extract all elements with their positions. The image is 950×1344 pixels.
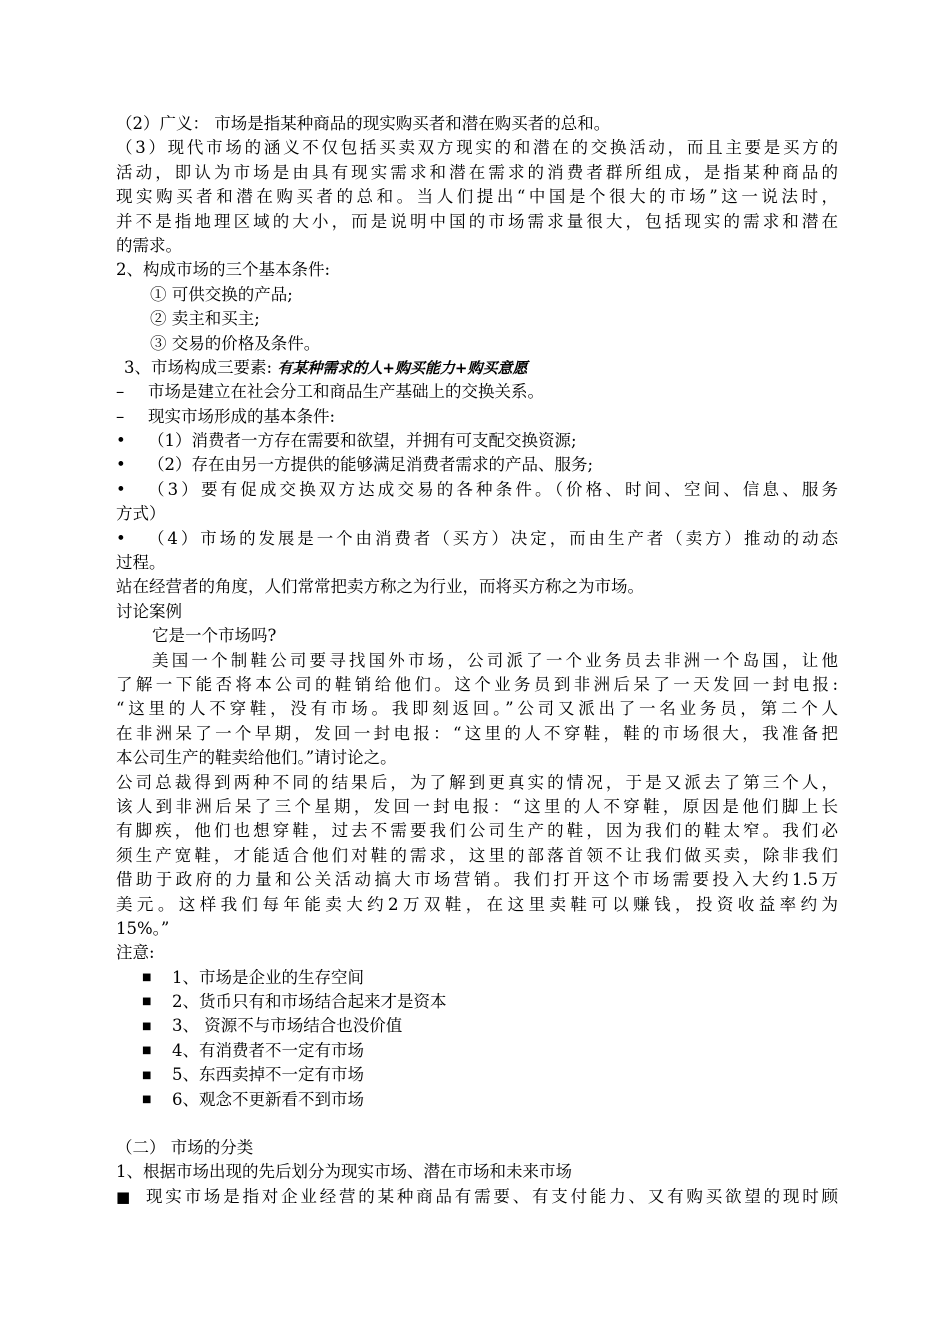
bullet-item-text: （1）消费者一方存在需要和欲望，并拥有可支配交换资源; xyxy=(148,431,577,451)
condition-item: ① 可供交换的产品; xyxy=(150,284,293,304)
section-heading: （二） 市场的分类 xyxy=(116,1138,254,1158)
square-bullet-icon: ■ xyxy=(142,1093,152,1105)
text-line: 须生产宽鞋，才能适合他们对鞋的需求，这里的部落首领不让我们做买卖，除非我们 xyxy=(116,845,838,865)
text-line: 活动，即认为市场是由具有现实需求和潜在需求的消费者群所组成，是指某种商品的 xyxy=(116,162,838,182)
square-bullet-icon: ■ xyxy=(142,1069,152,1081)
condition-item: ② 卖主和买主; xyxy=(150,309,260,329)
text-line: 本公司生产的鞋卖给他们。”请讨论之。 xyxy=(116,748,397,768)
bullet-item xyxy=(116,478,838,502)
text-line: 该人到非洲后呆了三个星期，发回一封电报：“这里的人不穿鞋，原因是他们脚上长 xyxy=(116,796,838,816)
square-bullet-icon: ■ xyxy=(142,996,152,1008)
square-bullet-icon: ■ xyxy=(142,1045,152,1057)
note-item-text: 4、有消费者不一定有市场 xyxy=(172,1040,364,1060)
spacer xyxy=(116,1112,838,1136)
note-item xyxy=(116,966,838,990)
text-line: 的需求。 xyxy=(116,235,182,255)
document-page xyxy=(116,112,838,1209)
elements-emphasis: 有某种需求的人+购买能力+购买意愿 xyxy=(277,358,528,377)
note-item-text: 5、东西卖掉不一定有市场 xyxy=(172,1065,364,1085)
dash-item-text: 市场是建立在社会分工和商品生产基础上的交换关系。 xyxy=(148,382,544,402)
dash-item xyxy=(116,405,838,429)
text-line: 站在经营者的角度，人们常常把卖方称之为行业，而将买方称之为市场。 xyxy=(116,577,644,597)
text-line: 美元。这样我们每年能卖大约2万双鞋，在这里卖鞋可以赚钱，投资收益率约为 xyxy=(116,894,838,914)
bullet-item xyxy=(116,527,838,551)
dash-item xyxy=(116,380,838,404)
bullet-marker: • xyxy=(116,455,126,475)
text-line: 15%。” xyxy=(116,918,170,938)
note-item xyxy=(116,990,838,1014)
text-line: 在非洲呆了一个早期，发回一封电报：“这里的人不穿鞋，鞋的市场很大，我准备把 xyxy=(116,723,838,743)
condition-item: ③ 交易的价格及条件。 xyxy=(150,333,321,353)
section-heading: 2、构成市场的三个基本条件: xyxy=(116,260,331,280)
note-item-text: 1、市场是企业的生存空间 xyxy=(172,967,364,987)
square-bullet-icon: ■ xyxy=(116,1187,131,1206)
dash-marker: – xyxy=(116,406,125,426)
square-bullet-icon: ■ xyxy=(142,971,152,983)
text-line: 现实购买者和潜在购买者的总和。当人们提出“中国是个很大的市场”这一说法时， xyxy=(116,187,838,207)
square-bullet-icon: ■ xyxy=(142,1020,152,1032)
note-item xyxy=(116,1014,838,1038)
note-item xyxy=(116,1063,838,1087)
text-line: 美国一个制鞋公司要寻找国外市场，公司派了一个业务员去非洲一个岛国，让他 xyxy=(152,650,838,670)
text-line: 并不是指地理区域的大小，而是说明中国的市场需求量很大，包括现实的需求和潜在 xyxy=(116,211,838,231)
text-line: “这里的人不穿鞋，没有市场。我即刻返回。”公司又派出了一名业务员，第二个人 xyxy=(116,699,838,719)
note-item-text: 2、货币只有和市场结合起来才是资本 xyxy=(172,992,447,1012)
bullet-item-text: （4）市场的发展是一个由消费者（买方）决定，而由生产者（卖方）推动的动态 xyxy=(148,528,838,548)
case-title: 它是一个市场吗? xyxy=(152,626,277,646)
dash-marker: – xyxy=(116,382,125,402)
square-item-text: 现实市场是指对企业经营的某种商品有需要、有支付能力、又有购买欲望的现时顾 xyxy=(146,1186,838,1206)
square-item xyxy=(116,1185,838,1209)
text-line: 公司总裁得到两种不同的结果后，为了解到更真实的情况，于是又派去了第三个人， xyxy=(116,772,838,792)
note-item xyxy=(116,1088,838,1112)
note-heading: 注意: xyxy=(116,943,155,963)
note-item-text: 6、观念不更新看不到市场 xyxy=(172,1089,364,1109)
text-line: （3）现代市场的涵义不仅包括买卖双方现实的和潜在的交换活动，而且主要是买方的 xyxy=(116,138,838,158)
bullet-marker: • xyxy=(116,528,126,548)
case-heading: 讨论案例 xyxy=(116,601,182,621)
note-item-text: 3、 资源不与市场结合也没价值 xyxy=(172,1016,403,1036)
text-line: 有脚疾，他们也想穿鞋，过去不需要我们公司生产的鞋，因为我们的鞋太窄。我们必 xyxy=(116,821,838,841)
elements-label: 3、市场构成三要素: xyxy=(124,357,278,377)
text-line: 1、根据市场出现的先后划分为现实市场、潜在市场和未来市场 xyxy=(116,1162,572,1182)
text-line: 方式） xyxy=(116,504,166,524)
bullet-item-text: （2）存在由另一方提供的能够满足消费者需求的产品、服务; xyxy=(148,455,594,475)
bullet-item-text: （3）要有促成交换双方达成交易的各种条件。（价格、时间、空间、信息、服务 xyxy=(148,479,838,499)
text-line: （2）广义： 市场是指某种商品的现实购买者和潜在购买者的总和。 xyxy=(116,114,611,133)
bullet-marker: • xyxy=(116,431,126,451)
text-line: 了解一下能否将本公司的鞋销给他们。这个业务员到非洲后呆了一天发回一封电报: xyxy=(116,674,838,694)
elements-line xyxy=(116,356,838,380)
text-line: 借助于政府的力量和公关活动搞大市场营销。我们打开这个市场需要投入大约1.5万 xyxy=(116,870,838,890)
note-item xyxy=(116,1039,838,1063)
bullet-item xyxy=(116,429,838,453)
dash-item-text: 现实市场形成的基本条件: xyxy=(148,406,336,426)
text-line: 过程。 xyxy=(116,553,166,573)
bullet-marker: • xyxy=(116,479,126,499)
bullet-item xyxy=(116,453,838,477)
